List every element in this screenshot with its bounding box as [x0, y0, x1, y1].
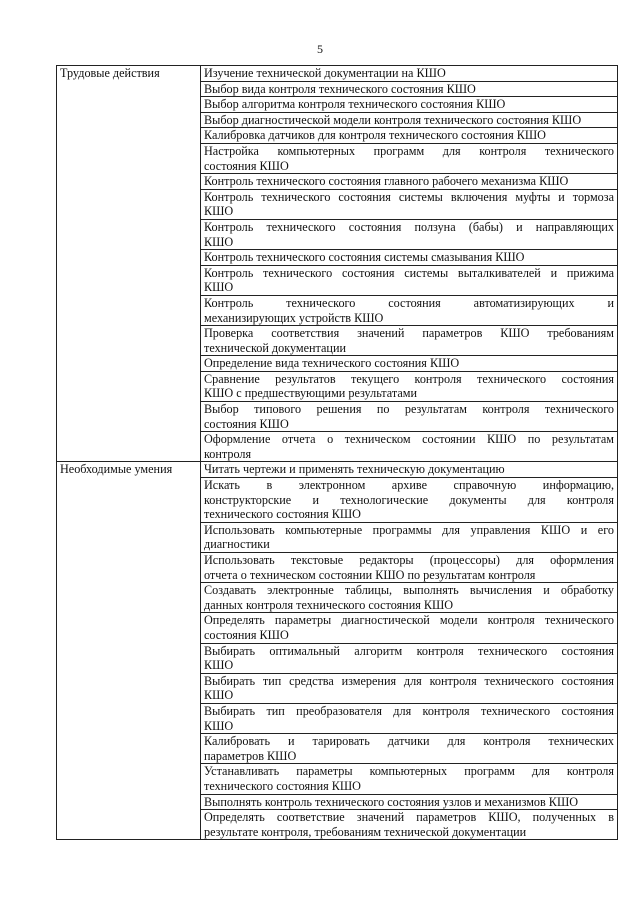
- table-cell-item: [201, 432, 618, 462]
- table-cell-item: [201, 810, 618, 840]
- item-text-line: технического состояния КШО: [204, 507, 361, 522]
- item-text-line: технической документации: [204, 340, 347, 355]
- table-cell-item: [201, 81, 618, 97]
- table-cell-item: [201, 462, 618, 478]
- table-cell-item: [201, 97, 618, 113]
- table-cell-item: [201, 703, 618, 733]
- item-text-line: Определять соответствие значений параметров КШО, полученных в: [204, 810, 614, 825]
- table-cell-item: [201, 478, 618, 523]
- table-cell-item: [201, 553, 618, 583]
- item-text-line: состояния КШО: [204, 627, 289, 642]
- section-label: Необходимые умения: [57, 462, 201, 840]
- item-text-line: Определение вида технического состояния КШО: [204, 356, 460, 371]
- item-text-line: Выбор вида контроля технического состояния КШО: [204, 81, 476, 96]
- table-cell-item: [201, 734, 618, 764]
- item-text-line: Выбор алгоритма контроля технического состояния КШО: [204, 97, 506, 112]
- item-text-line: КШО: [204, 658, 234, 673]
- item-text-line: Выбирать оптимальный алгоритм контроля технического состояния: [204, 643, 614, 658]
- table-cell-item: [201, 112, 618, 128]
- item-text-line: состояния КШО: [204, 416, 289, 431]
- item-text-line: Выбирать тип преобразователя для контроля технического состояния: [204, 703, 614, 718]
- item-text-line: механизирующих устройств КШО: [204, 310, 384, 325]
- item-text-line: Выполнять контроль технического состояния узлов и механизмов КШО: [204, 794, 579, 809]
- item-text-line: Создавать электронные таблицы, выполнять вычисления и обработку: [204, 583, 614, 598]
- item-text-line: конструкторские и технологические документы для контроля: [204, 492, 614, 507]
- table-cell-item: [201, 219, 618, 249]
- item-text-line: Искать в электронном архиве справочную информацию,: [204, 478, 614, 493]
- table-cell-item: [201, 613, 618, 643]
- item-text-line: КШО с предшествующими результатами: [204, 386, 417, 401]
- item-text-line: КШО: [204, 234, 234, 249]
- item-text-line: отчета о техническом состоянии КШО по результатам контроля: [204, 567, 536, 582]
- item-text-line: Контроль технического состояния системы включения муфты и тормоза: [204, 189, 614, 204]
- item-text-line: Контроль технического состояния ползуна (бабы) и направляющих: [204, 219, 614, 234]
- table-cell-item: [201, 673, 618, 703]
- item-text-line: Выбирать тип средства измерения для контроля технического состояния: [204, 673, 614, 688]
- item-text-line: Выбор типового решения по результатам контроля технического: [204, 402, 614, 417]
- item-text-line: диагностики: [204, 537, 270, 552]
- item-text-line: результате контроля, требованиям технической документации: [204, 824, 527, 839]
- table-row: [57, 462, 618, 478]
- table-cell-item: [201, 583, 618, 613]
- item-text-line: Использовать компьютерные программы для управления КШО и его: [204, 522, 614, 537]
- table-cell-item: [201, 128, 618, 144]
- table-cell-item: [201, 189, 618, 219]
- competency-table: [56, 65, 618, 840]
- item-text-line: Контроль технического состояния автоматизирующих и: [204, 295, 614, 310]
- item-text-line: Оформление отчета о техническом состоянии КШО по результатам: [204, 432, 614, 447]
- item-text-line: Контроль технического состояния системы выталкивателей и прижима: [204, 265, 614, 280]
- item-text-line: контроля: [204, 446, 252, 461]
- item-text-line: технического состояния КШО: [204, 778, 361, 793]
- item-text-line: КШО: [204, 688, 234, 703]
- table-cell-item: [201, 295, 618, 325]
- competency-table-body: [57, 66, 618, 840]
- table-row: [57, 66, 618, 82]
- table-cell-item: [201, 326, 618, 356]
- table-cell-item: [201, 143, 618, 173]
- item-text-line: Калибровка датчиков для контроля технического состояния КШО: [204, 128, 546, 143]
- table-cell-item: [201, 265, 618, 295]
- item-text-line: КШО: [204, 280, 234, 295]
- table-cell-item: [201, 764, 618, 794]
- page-number: 5: [317, 42, 323, 56]
- item-text-line: Настройка компьютерных программ для контроля технического: [204, 143, 614, 158]
- item-text-line: параметров КШО: [204, 748, 297, 763]
- table-cell-item: [201, 794, 618, 810]
- item-text-line: Контроль технического состояния главного рабочего механизма КШО: [204, 174, 569, 189]
- section-label: Трудовые действия: [57, 66, 201, 462]
- table-cell-item: [201, 643, 618, 673]
- item-text-line: Контроль технического состояния системы смазывания КШО: [204, 250, 525, 265]
- table-cell-item: [201, 174, 618, 190]
- item-text-line: Калибровать и тарировать датчики для контроля технических: [204, 734, 614, 749]
- table-cell-item: [201, 371, 618, 401]
- item-text-line: Определять параметры диагностической модели контроля технического: [204, 613, 614, 628]
- item-text-line: данных контроля технического состояния КШО: [204, 597, 454, 612]
- item-text-line: Изучение технической документации на КШО: [204, 66, 446, 80]
- item-text-line: КШО: [204, 204, 234, 219]
- table-cell-item: [201, 250, 618, 266]
- item-text-line: Читать чертежи и применять техническую документацию: [204, 462, 505, 477]
- item-text-line: КШО: [204, 718, 234, 733]
- item-text-line: состояния КШО: [204, 158, 289, 173]
- item-text-line: Сравнение результатов текущего контроля технического состояния: [204, 371, 614, 386]
- item-text-line: Устанавливать параметры компьютерных программ для контроля: [204, 764, 614, 779]
- table-cell-item: [201, 356, 618, 372]
- item-text-line: Выбор диагностической модели контроля технического состояния КШО: [204, 112, 582, 127]
- table-cell-item: [201, 522, 618, 552]
- item-text-line: Использовать текстовые редакторы (процессоры) для оформления: [204, 553, 614, 567]
- table-cell-item: [201, 402, 618, 432]
- item-text-line: Проверка соответствия значений параметров КШО требованиям: [204, 326, 614, 341]
- table-cell-item: [201, 66, 618, 82]
